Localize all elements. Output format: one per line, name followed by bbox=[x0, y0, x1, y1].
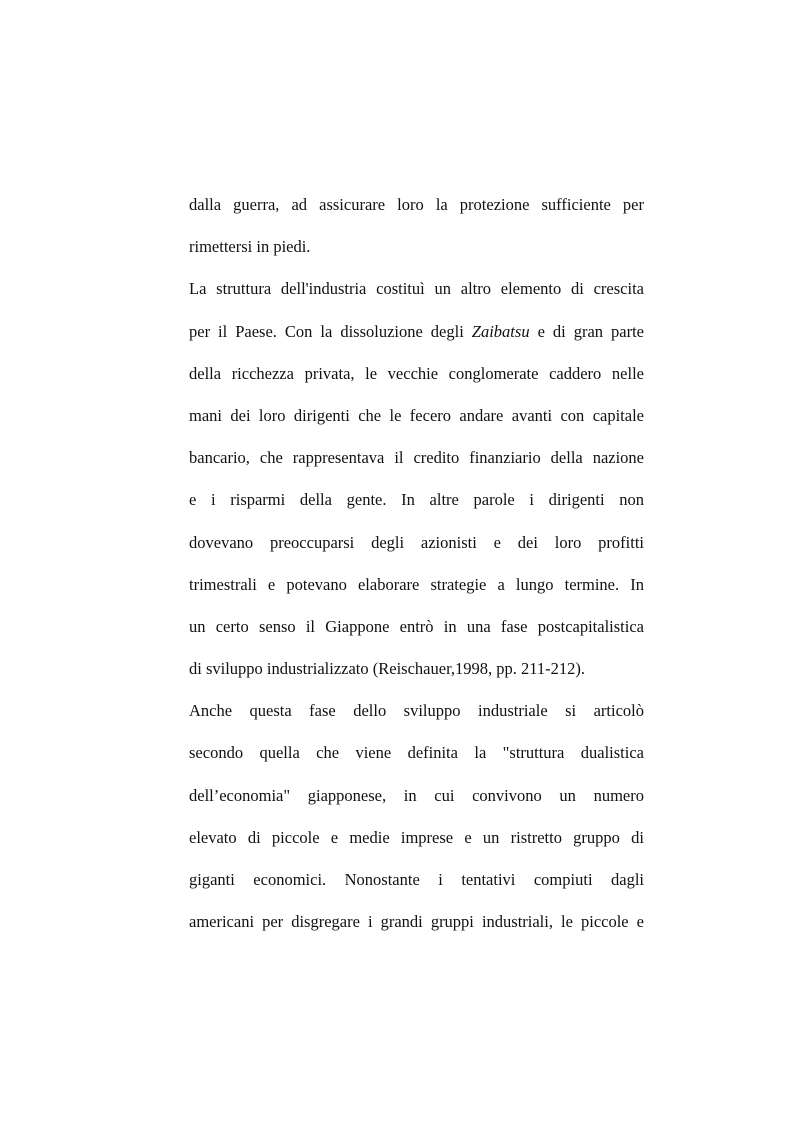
text-line: trimestrali e potevano elaborare strategie a lungo termine. In bbox=[189, 574, 644, 594]
text-line: bancario, che rappresentava il credito finanziario della nazione bbox=[189, 448, 644, 468]
italic-term-zaibatsu: Zaibatsu bbox=[471, 321, 530, 341]
text-line: della ricchezza privata, le vecchie conglomerate caddero nelle bbox=[189, 363, 644, 383]
text-line: mani dei loro dirigenti che le fecero andare avanti con capitale bbox=[189, 405, 644, 425]
text-line: secondo quella che viene definita la "struttura dualistica bbox=[189, 743, 644, 763]
text-line: rimettersi in piedi. bbox=[189, 237, 311, 257]
text-segment: e di gran parte bbox=[529, 321, 645, 341]
text-line: dovevano preoccuparsi degli azionisti e dei loro profitti bbox=[189, 532, 644, 552]
text-line: americani per disgregare i grandi gruppi industriali, le piccole e bbox=[189, 912, 644, 932]
text-line: un certo senso il Giappone entrò in una fase postcapitalistica bbox=[189, 616, 644, 636]
text-line: di sviluppo industrializzato (Reischauer,1998, pp. 211-212). bbox=[189, 659, 586, 679]
text-line bbox=[189, 311, 644, 353]
text-line: e i risparmi della gente. In altre parole i dirigenti non bbox=[189, 490, 644, 510]
text-line: elevato di piccole e medie imprese e un ristretto gruppo di bbox=[189, 827, 644, 847]
text-segment: per il Paese. Con la dissoluzione degli bbox=[189, 321, 472, 341]
body-text bbox=[189, 184, 644, 943]
text-line: giganti economici. Nonostante i tentativi compiuti dagli bbox=[189, 870, 644, 889]
text-line: La struttura dell'industria costituì un altro elemento di crescita bbox=[189, 279, 644, 299]
text-line: dell’economia" giapponese, in cui convivono un numero bbox=[189, 785, 644, 805]
text-line: dalla guerra, ad assicurare loro la protezione sufficiente per bbox=[189, 195, 644, 214]
text-line: Anche questa fase dello sviluppo industriale si articolò bbox=[189, 701, 644, 721]
